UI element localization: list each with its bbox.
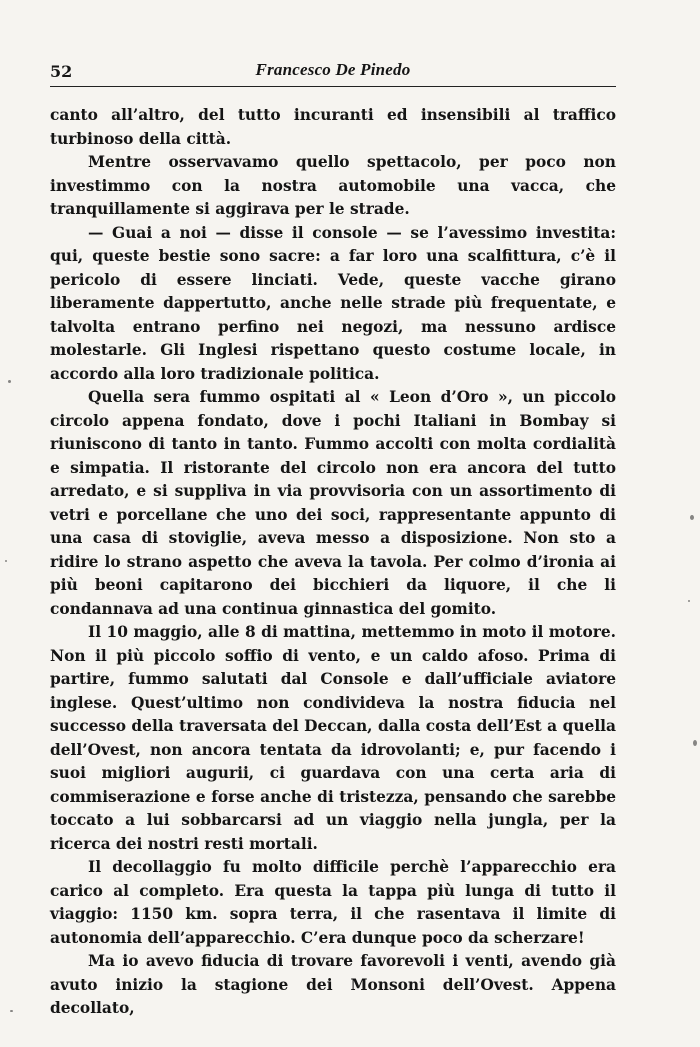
paragraph-7: Ma io avevo fiducia di trovare favorevoli i venti, avendo già avuto inizio la stagione dei Monsoni dell’Ovest. Appena decollato,: [50, 952, 616, 1017]
body-text: [50, 104, 616, 1021]
scan-speck: [8, 380, 11, 383]
paragraph-3: — Guai a noi — disse il console — se l’avessimo investita: qui, queste bestie sono sacre: a far loro una scalfittura, c’è il pericolo di essere linciati. Vede, queste vacche girano liberamente dappertutto, anche nelle strade più frequentate, e talvolta entrano perfino nei negozi, ma nessuno ardisce molestarle. Gli Inglesi rispettano questo costume locale, in accordo alla loro tradizionale politica.: [50, 223, 616, 383]
scan-speck: [693, 740, 697, 746]
scan-speck: [10, 1010, 13, 1012]
page-number: 52: [50, 62, 73, 81]
scan-speck: [688, 600, 690, 602]
page-header: [50, 60, 616, 87]
paragraph-6: Il decollaggio fu molto difficile perchè l’apparecchio era carico al completo. Era questa la tappa più lunga di tutto il viaggio: 1150 km. sopra terra, il che rasentava il limite di autonomia dell’apparecchio. C’era dunque poco da scherzare!: [50, 858, 616, 947]
scan-speck: [690, 515, 694, 520]
paragraph-4: Quella sera fummo ospitati al « Leon d’Oro », un piccolo circolo appena fondato, dove i pochi Italiani in Bombay si riuniscono di tanto in tanto. Fummo accolti con molta cordialità e simpatia. Il ristorante del circolo non era ancora del tutto arredato, e si suppliva in via provvisoria con un assortimento di vetri e porcellane che uno dei soci, rappresentante appunto di una casa di stoviglie, aveva messo a disposizione. Non sto a ridire lo strano aspetto che aveva la tavola. Per colmo d’ironia ai più beoni capitarono dei bicchieri da liquore, il che li condannava ad una continua ginnastica del gomito.: [50, 388, 616, 618]
paragraph-1: canto all’altro, del tutto incuranti ed insensibili al traffico turbinoso della città.: [50, 106, 616, 148]
paragraph-2: Mentre osservavamo quello spettacolo, per poco non investimmo con la nostra automobile una vacca, che tranquillamente si aggirava per le strade.: [50, 153, 616, 218]
scan-speck: [5, 560, 7, 562]
running-head: Francesco De Pinedo: [255, 60, 411, 79]
paragraph-5: Il 10 maggio, alle 8 di mattina, mettemmo in moto il motore. Non il più piccolo soffio di vento, e un caldo afoso. Prima di partire, fummo salutati dal Console e dall’ufficiale aviatore inglese. Quest’ultimo non condivideva la nostra fiducia nel successo della traversata del Deccan, dalla costa dell’Est a quella dell’Ovest, non ancora tentata da idrovolanti; e, pur facendo i suoi migliori augurii, ci guardava con una certa aria di commiserazione e forse anche di tristezza, pensando che sarebbe toccato a lui sobbarcarsi ad un viaggio nella jungla, per la ricerca dei nostri resti mortali.: [50, 623, 616, 853]
